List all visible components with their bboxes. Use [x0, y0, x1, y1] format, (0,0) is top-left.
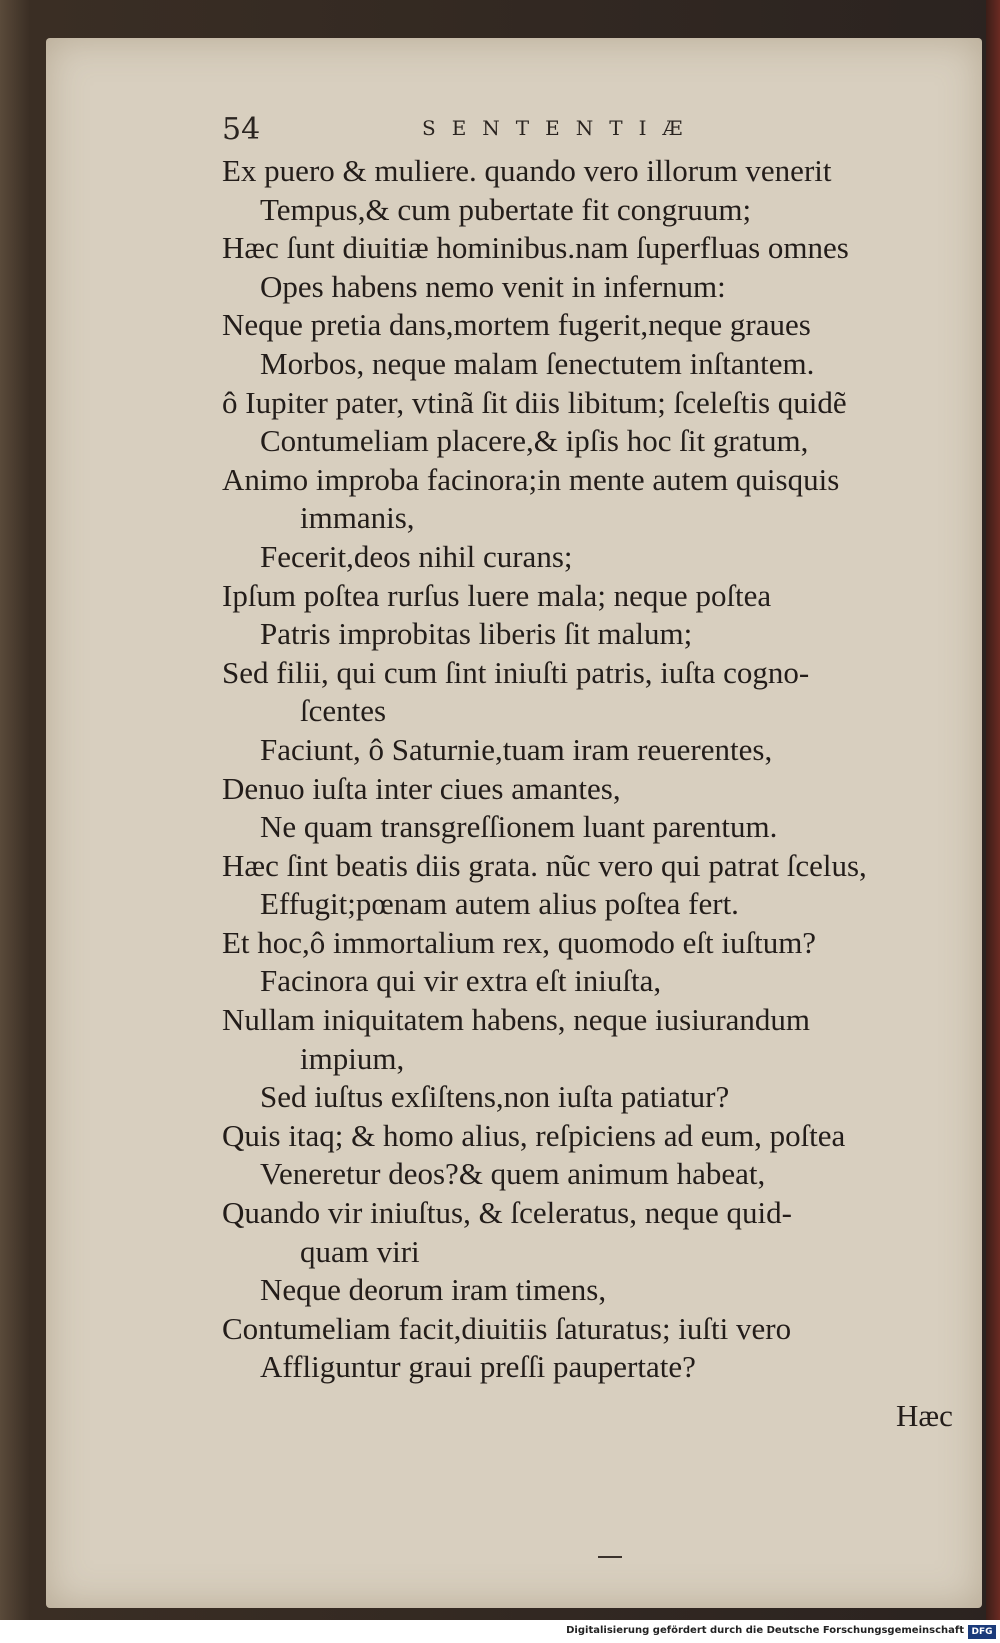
verse-line: Animo improba facinora;in mente autem quisquis: [222, 461, 840, 497]
verse-line: Et hoc,ô immortalium rex, quomodo eſt iuſtum?: [222, 924, 817, 960]
verse-line: Effugit;pœnam autem alius poſtea fert.: [260, 886, 739, 922]
funding-credit: Digitalisierung gefördert durch die Deutsche Forschungsgemeinschaft: [566, 1625, 964, 1636]
footer-bar: [0, 1622, 1000, 1643]
verse-line: Affliguntur graui preſſi paupertate?: [260, 1349, 696, 1385]
verse-line: Neque deorum iram timens,: [260, 1272, 607, 1308]
page-mark: [598, 1556, 622, 1558]
verse-line: Patris improbitas liberis ſit malum;: [260, 616, 693, 652]
verse-line: impium,: [300, 1040, 405, 1076]
verse-line: Ipſum poſtea rurſus luere mala; neque poſtea: [222, 577, 772, 613]
verse-line: Ne quam transgreſſionem luant parentum.: [260, 809, 778, 845]
verse-line: ô Iupiter pater, vtinã ſit diis libitum; ſceleſtis quidẽ: [222, 384, 847, 420]
verse-line: Quis itaq; & homo alius, reſpiciens ad eum, poſtea: [222, 1117, 846, 1153]
verse-line: Nullam iniquitatem habens, neque iusiurandum: [222, 1002, 811, 1038]
book-spine-edge: [986, 0, 1000, 1620]
verse-line: Facinora qui vir extra eſt iniuſta,: [260, 963, 662, 999]
page-number: 54: [222, 112, 261, 147]
verse-line: Hæc ſint beatis diis grata. nũc vero qui patrat ſcelus,: [222, 847, 867, 883]
verse-line: ſcentes: [300, 693, 387, 729]
verse-line: Morbos, neque malam ſenectutem inſtantem.: [260, 345, 815, 381]
verse-text: [222, 152, 962, 1387]
running-title: SENTENTIÆ: [422, 116, 699, 140]
verse-line: Sed filii, qui cum ſint iniuſti patris, iuſta cogno-: [222, 654, 810, 690]
catchword: Hæc: [896, 1398, 953, 1433]
verse-line: Opes habens nemo venit in infernum:: [260, 268, 726, 304]
verse-line: immanis,: [300, 500, 415, 536]
verse-line: Faciunt, ô Saturnie,tuam iram reuerentes,: [260, 731, 773, 767]
verse-line: Ex puero & muliere. quando vero illorum venerit: [222, 153, 832, 188]
verse-line: quam viri: [300, 1233, 420, 1269]
verse-line: Contumeliam placere,& ipſis hoc ſit gratum,: [260, 423, 809, 459]
verse-line: Neque pretia dans,mortem fugerit,neque graues: [222, 307, 811, 343]
verse-line: Veneretur deos?& quem animum habeat,: [260, 1156, 766, 1192]
verse-line: Tempus,& cum pubertate fit congruum;: [260, 191, 752, 227]
verse-line: Quando vir iniuſtus, & ſceleratus, neque quid-: [222, 1195, 792, 1231]
verse-line: Hæc ſunt diuitiæ hominibus.nam ſuperfluas omnes: [222, 230, 849, 266]
verse-line: Denuo iuſta inter ciues amantes,: [222, 770, 621, 806]
verse-line: Contumeliam facit,diuitiis ſaturatus; iuſti vero: [222, 1310, 792, 1346]
verse-line: Fecerit,deos nihil curans;: [260, 538, 573, 574]
verse-line: Sed iuſtus exſiſtens,non iuſta patiatur?: [260, 1079, 730, 1115]
dfg-logo: DFG: [968, 1625, 996, 1639]
page-header: [222, 112, 782, 152]
